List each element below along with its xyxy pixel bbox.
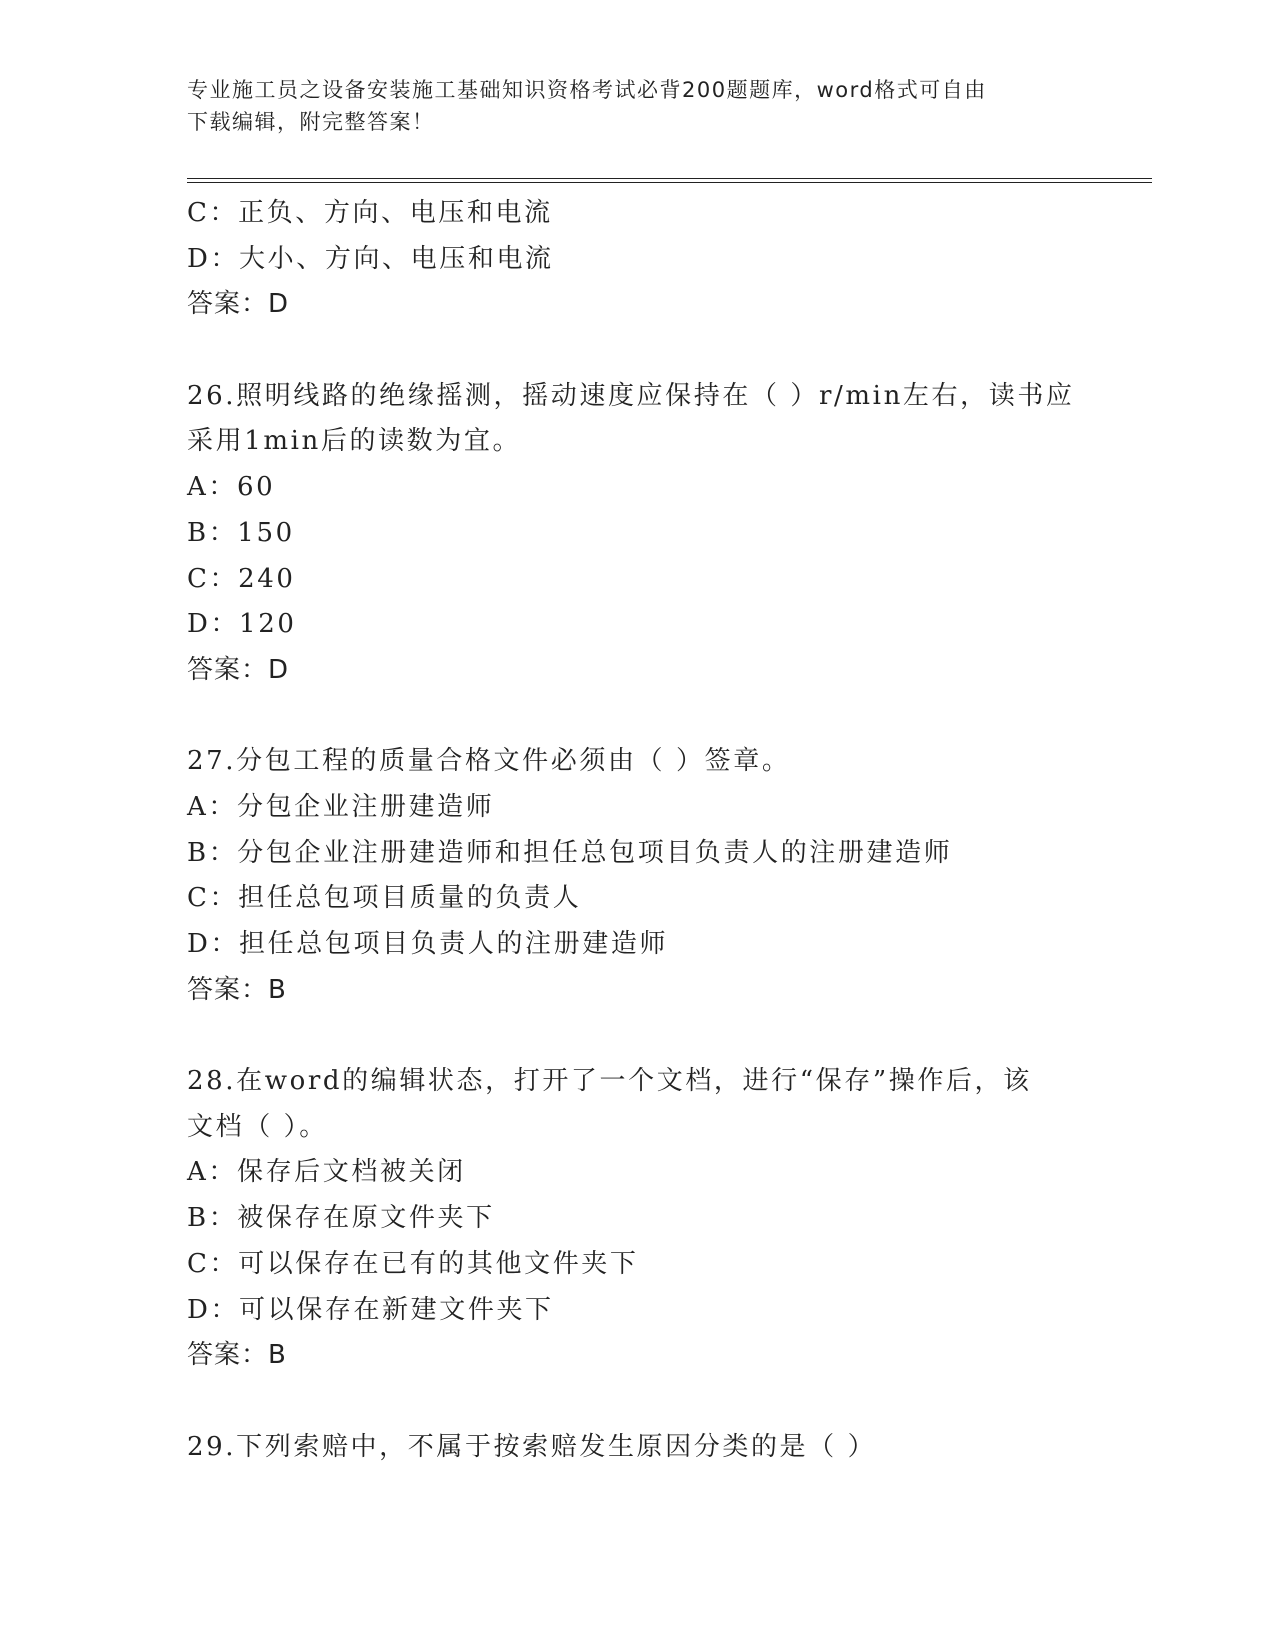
option-a: A：60 xyxy=(187,472,276,503)
header-divider-bottom xyxy=(187,182,1152,183)
option-c: C：担任总包项目质量的负责人 xyxy=(187,883,582,914)
question-stem-line: 27.分包工程的质量合格文件必须由（ ）签章。 xyxy=(187,746,791,777)
question-29 xyxy=(187,1425,1117,1471)
option-a: A：保存后文档被关闭 xyxy=(187,1157,466,1188)
question-27 xyxy=(187,739,1117,1013)
option-d: D：担任总包项目负责人的注册建造师 xyxy=(187,929,669,959)
spacer xyxy=(187,1013,1117,1059)
option-b: B：被保存在原文件夹下 xyxy=(187,1203,495,1234)
option-a: A：分包企业注册建造师 xyxy=(187,791,495,822)
question-stem-line: 采用1min后的读数为宜。 xyxy=(187,426,522,457)
spacer xyxy=(187,1379,1117,1425)
header-line-2: 下载编辑，附完整答案！ xyxy=(187,110,435,134)
question-stem-line: 26.照明线路的绝缘摇测，摇动速度应保持在（ ）r/min左右，读书应 xyxy=(187,380,1075,411)
answer-line: 答案：B xyxy=(187,1340,287,1371)
answer-line: 答案：D xyxy=(187,289,290,320)
question-stem-line: 29.下列索赔中，不属于按索赔发生原因分类的是（ ） xyxy=(187,1431,877,1462)
answer-line: 答案：B xyxy=(187,974,287,1005)
option-d: D：120 xyxy=(187,609,297,640)
option-b: B：150 xyxy=(187,517,295,548)
option-d: D：大小、方向、电压和电流 xyxy=(187,243,554,274)
question-25-fragment xyxy=(187,191,1117,328)
option-c: C：可以保存在已有的其他文件夹下 xyxy=(187,1248,639,1279)
question-stem-line: 文档（ ）。 xyxy=(187,1111,328,1142)
question-list xyxy=(187,191,1117,1470)
question-26 xyxy=(187,374,1117,694)
spacer xyxy=(187,328,1117,374)
spacer xyxy=(187,694,1117,740)
question-28 xyxy=(187,1059,1117,1379)
answer-line: 答案：D xyxy=(187,654,290,685)
header-line-1: 专业施工员之设备安装施工基础知识资格考试必背200题题库，word格式可自由 xyxy=(187,78,987,102)
option-b: B：分包企业注册建造师和担任总包项目负责人的注册建造师 xyxy=(187,837,953,868)
option-c: C：240 xyxy=(187,563,296,594)
document-header xyxy=(187,74,1067,138)
option-d: D：可以保存在新建文件夹下 xyxy=(187,1294,554,1325)
option-c: C：正负、方向、电压和电流 xyxy=(187,198,553,228)
header-divider-top xyxy=(187,178,1152,179)
question-stem-line: 28.在word的编辑状态，打开了一个文档，进行“保存”操作后，该 xyxy=(187,1066,1032,1097)
